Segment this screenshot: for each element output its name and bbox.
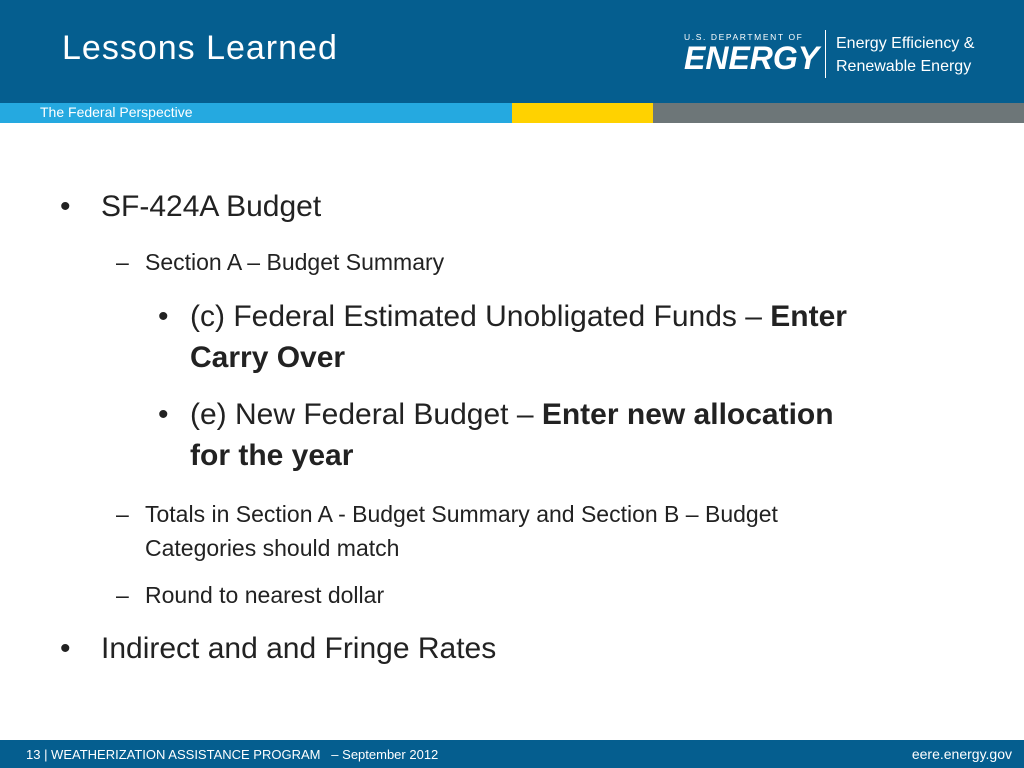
bullet-text: SF-424A Budget (101, 190, 322, 223)
sub-sub-bullet-text (190, 394, 834, 476)
header-bar (0, 0, 1024, 103)
dash-marker: – (116, 249, 129, 275)
bullet-text-emphasis: Carry Over (190, 341, 346, 374)
footer-bar (0, 740, 1024, 768)
footer-program-text: 13 | WEATHERIZATION ASSISTANCE PROGRAM – September 2012 (26, 747, 439, 762)
bullet-text: Indirect and and Fringe Rates (101, 632, 497, 665)
bullet-marker: • (60, 190, 71, 223)
dash-marker: – (116, 501, 129, 527)
bullet-marker: • (158, 398, 169, 431)
footer-url[interactable]: eere.energy.gov (911, 746, 1012, 762)
office-name-line2: Renewable Energy (836, 58, 972, 75)
sub-bullet-text (145, 497, 778, 565)
ribbon-yellow (512, 103, 653, 123)
logo-divider (825, 30, 826, 78)
office-name (836, 32, 974, 78)
logo-energy-text: ENERGY (684, 40, 820, 76)
logo-department-text: U.S. DEPARTMENT OF (684, 32, 804, 42)
bullet-text-emphasis: Enter new allocation (541, 398, 834, 431)
slide-subtitle: The Federal Perspective (40, 104, 193, 120)
bullet-marker: • (158, 300, 169, 333)
ribbon-gray (653, 103, 1024, 123)
dash-marker: – (116, 582, 129, 608)
sub-bullet-text: Round to nearest dollar (145, 582, 385, 608)
bullet-text-emphasis: for the year (190, 439, 354, 472)
slide-title: Lessons Learned (62, 29, 338, 67)
sub-sub-bullet-text (190, 296, 847, 378)
sub-bullet-text-line2: Categories should match (145, 535, 400, 561)
bullet-text-emphasis: Enter (770, 300, 847, 333)
sub-bullet-text: Section A – Budget Summary (145, 249, 445, 275)
bullet-text-plain: (c) Federal Estimated Unobligated Funds – (190, 300, 771, 333)
sub-bullet-text-line1: Totals in Section A - Budget Summary and Section B – Budget (145, 501, 778, 527)
bullet-text-plain: (e) New Federal Budget – (190, 398, 542, 431)
bullet-marker: • (60, 632, 71, 665)
office-name-line1: Energy Efficiency & (836, 35, 975, 52)
doe-logo (684, 32, 824, 80)
